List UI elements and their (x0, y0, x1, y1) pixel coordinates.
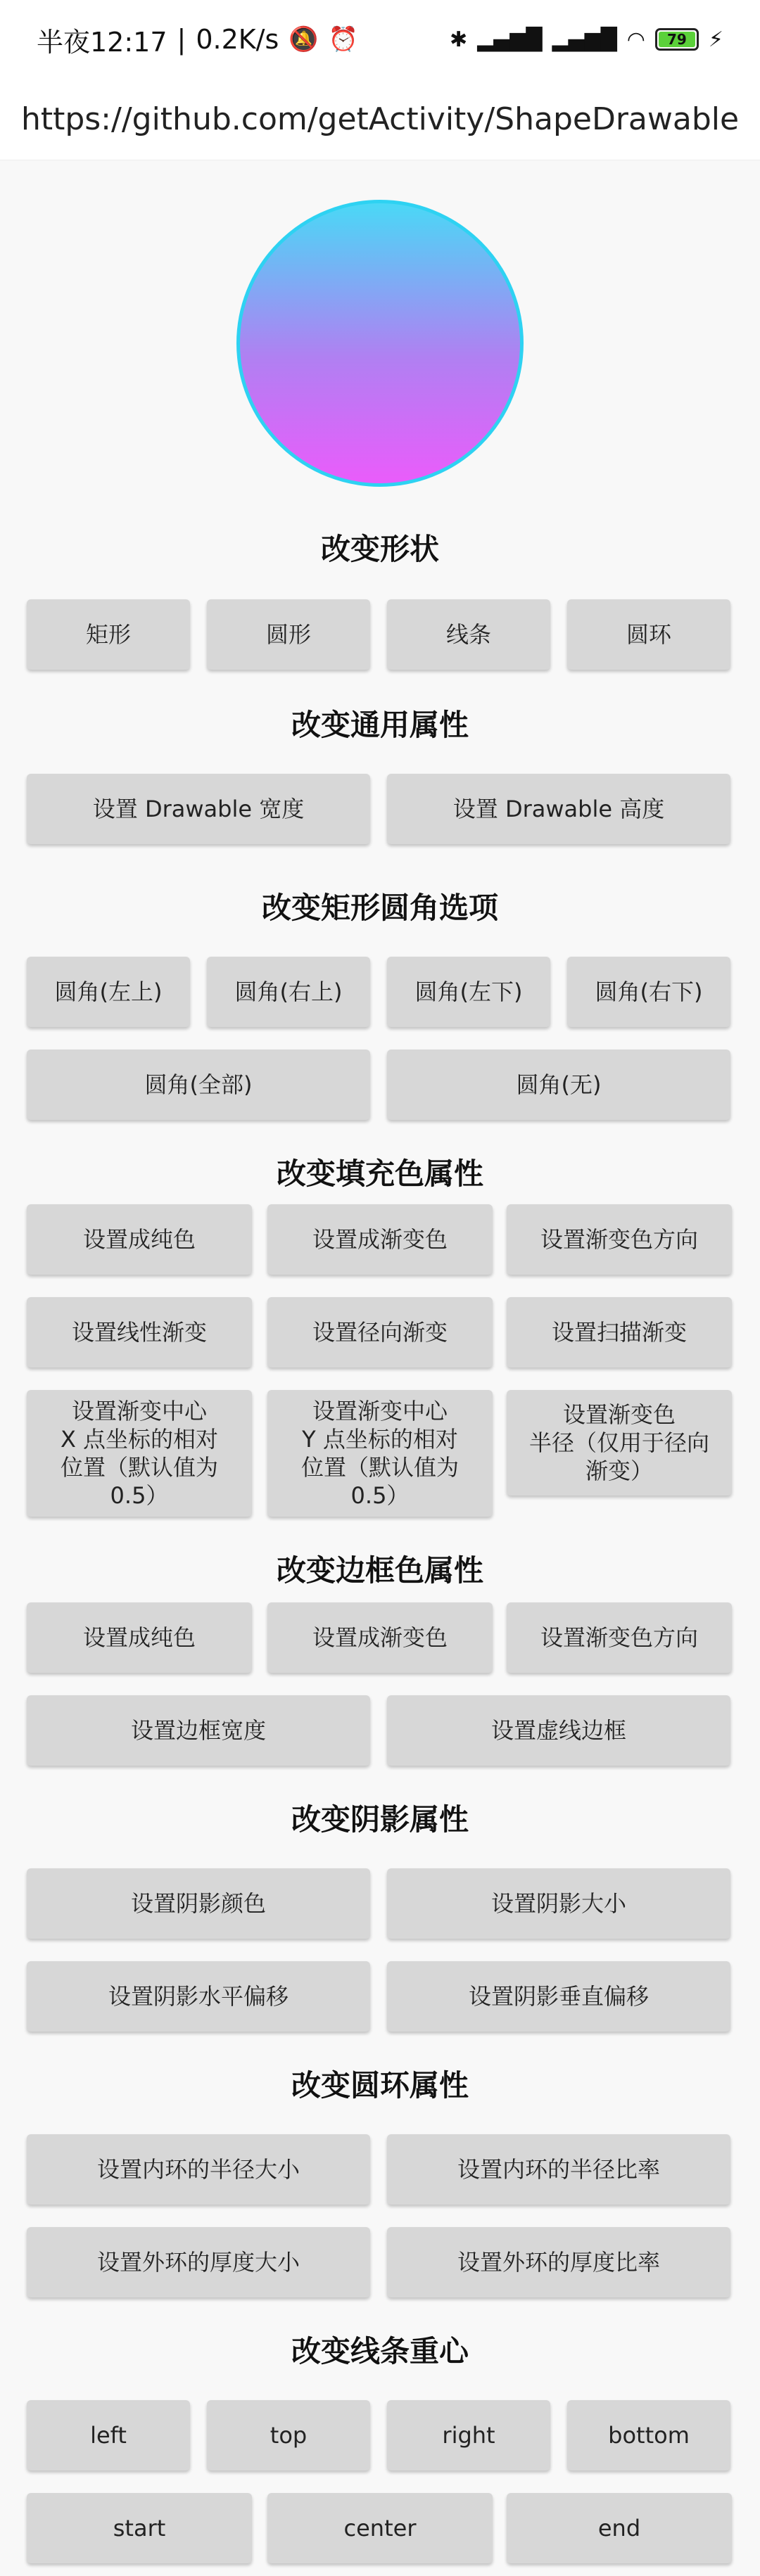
shape-oval-button[interactable]: 圆形 (207, 599, 370, 670)
ring-thickness-button[interactable]: 设置外环的厚度大小 (27, 2227, 370, 2297)
section-title-shape: 改变形状 (320, 532, 439, 566)
status-right (450, 27, 723, 52)
ring-thickness-ratio-button[interactable]: 设置外环的厚度比率 (387, 2227, 730, 2297)
section-title-shadow: 改变阴影属性 (291, 1802, 469, 1837)
url-bar (0, 79, 760, 160)
line-gravity-bottom-button[interactable]: bottom (567, 2400, 730, 2470)
battery-icon (655, 28, 699, 51)
fill-gradient-center-y-button[interactable]: 设置渐变中心 Y 点坐标的相对 位置（默认值为 0.5） (267, 1390, 493, 1517)
wifi-icon: ◠ (626, 27, 645, 52)
corner-top-right-button[interactable]: 圆角(右上) (207, 957, 370, 1027)
fill-sweep-gradient-button[interactable]: 设置扫描渐变 (507, 1297, 732, 1367)
ring-inner-radius-ratio-button[interactable]: 设置内环的半径比率 (387, 2134, 730, 2205)
section-title-corner: 改变矩形圆角选项 (261, 891, 498, 925)
fill-gradient-center-x-button[interactable]: 设置渐变中心 X 点坐标的相对 位置（默认值为 0.5） (27, 1390, 252, 1517)
line-gravity-right-button[interactable]: right (387, 2400, 550, 2470)
shape-line-button[interactable]: 线条 (387, 599, 550, 670)
shape-preview (236, 200, 524, 487)
shape-rectangle-button[interactable]: 矩形 (27, 599, 190, 670)
shadow-color-button[interactable]: 设置阴影颜色 (27, 1868, 370, 1939)
corner-bottom-left-button[interactable]: 圆角(左下) (387, 957, 550, 1027)
corner-top-left-button[interactable]: 圆角(左上) (27, 957, 190, 1027)
signal-icon-2: ▂▄▆█ (552, 27, 617, 52)
corner-none-button[interactable]: 圆角(无) (387, 1050, 730, 1120)
alarm-icon: ⏰ (328, 25, 358, 53)
section-title-stroke: 改变边框色属性 (276, 1553, 483, 1588)
stroke-solid-button[interactable]: 设置成纯色 (27, 1602, 252, 1673)
fill-solid-button[interactable]: 设置成纯色 (27, 1204, 252, 1275)
mute-icon: 🔕 (289, 25, 319, 53)
corner-bottom-right-button[interactable]: 圆角(右下) (567, 957, 730, 1027)
shape-ring-button[interactable]: 圆环 (567, 599, 730, 670)
shadow-offset-x-button[interactable]: 设置阴影水平偏移 (27, 1961, 370, 2032)
ring-inner-radius-button[interactable]: 设置内环的半径大小 (27, 2134, 370, 2205)
line-gravity-start-button[interactable]: start (27, 2493, 252, 2563)
stroke-dash-button[interactable]: 设置虚线边框 (387, 1695, 730, 1766)
bluetooth-icon: ✱ (450, 27, 468, 52)
url-text: https://github.com/getActivity/ShapeDrawable (20, 101, 740, 137)
fill-gradient-direction-button[interactable]: 设置渐变色方向 (507, 1204, 732, 1275)
status-bar (0, 0, 760, 79)
line-gravity-center-button[interactable]: center (267, 2493, 493, 2563)
shadow-offset-y-button[interactable]: 设置阴影垂直偏移 (387, 1961, 730, 2032)
status-speed: 0.2K/s (196, 24, 279, 55)
signal-icon: ▂▄▆█ (477, 27, 543, 52)
section-title-fill: 改变填充色属性 (276, 1156, 483, 1191)
line-gravity-left-button[interactable]: left (27, 2400, 190, 2470)
stroke-gradient-direction-button[interactable]: 设置渐变色方向 (507, 1602, 732, 1673)
drawable-width-button[interactable]: 设置 Drawable 宽度 (27, 774, 370, 844)
status-divider: | (177, 24, 186, 55)
fill-gradient-button[interactable]: 设置成渐变色 (267, 1204, 493, 1275)
line-gravity-end-button[interactable]: end (507, 2493, 732, 2563)
fill-gradient-radius-button[interactable]: 设置渐变色 半径（仅用于径向 渐变） (507, 1390, 732, 1496)
section-title-common: 改变通用属性 (291, 708, 469, 742)
status-time: 半夜12:17 (37, 26, 167, 58)
fill-linear-gradient-button[interactable]: 设置线性渐变 (27, 1297, 252, 1367)
status-left (37, 20, 358, 59)
battery-level: 79 (659, 32, 695, 47)
section-title-ring: 改变圆环属性 (291, 2068, 469, 2103)
drawable-height-button[interactable]: 设置 Drawable 高度 (387, 774, 730, 844)
section-title-line: 改变线条重心 (291, 2334, 469, 2368)
shadow-size-button[interactable]: 设置阴影大小 (387, 1868, 730, 1939)
stroke-gradient-button[interactable]: 设置成渐变色 (267, 1602, 493, 1673)
corner-all-button[interactable]: 圆角(全部) (27, 1050, 370, 1120)
charging-icon: ⚡ (708, 27, 723, 52)
stroke-width-button[interactable]: 设置边框宽度 (27, 1695, 370, 1766)
fill-radial-gradient-button[interactable]: 设置径向渐变 (267, 1297, 493, 1367)
line-gravity-top-button[interactable]: top (207, 2400, 370, 2470)
